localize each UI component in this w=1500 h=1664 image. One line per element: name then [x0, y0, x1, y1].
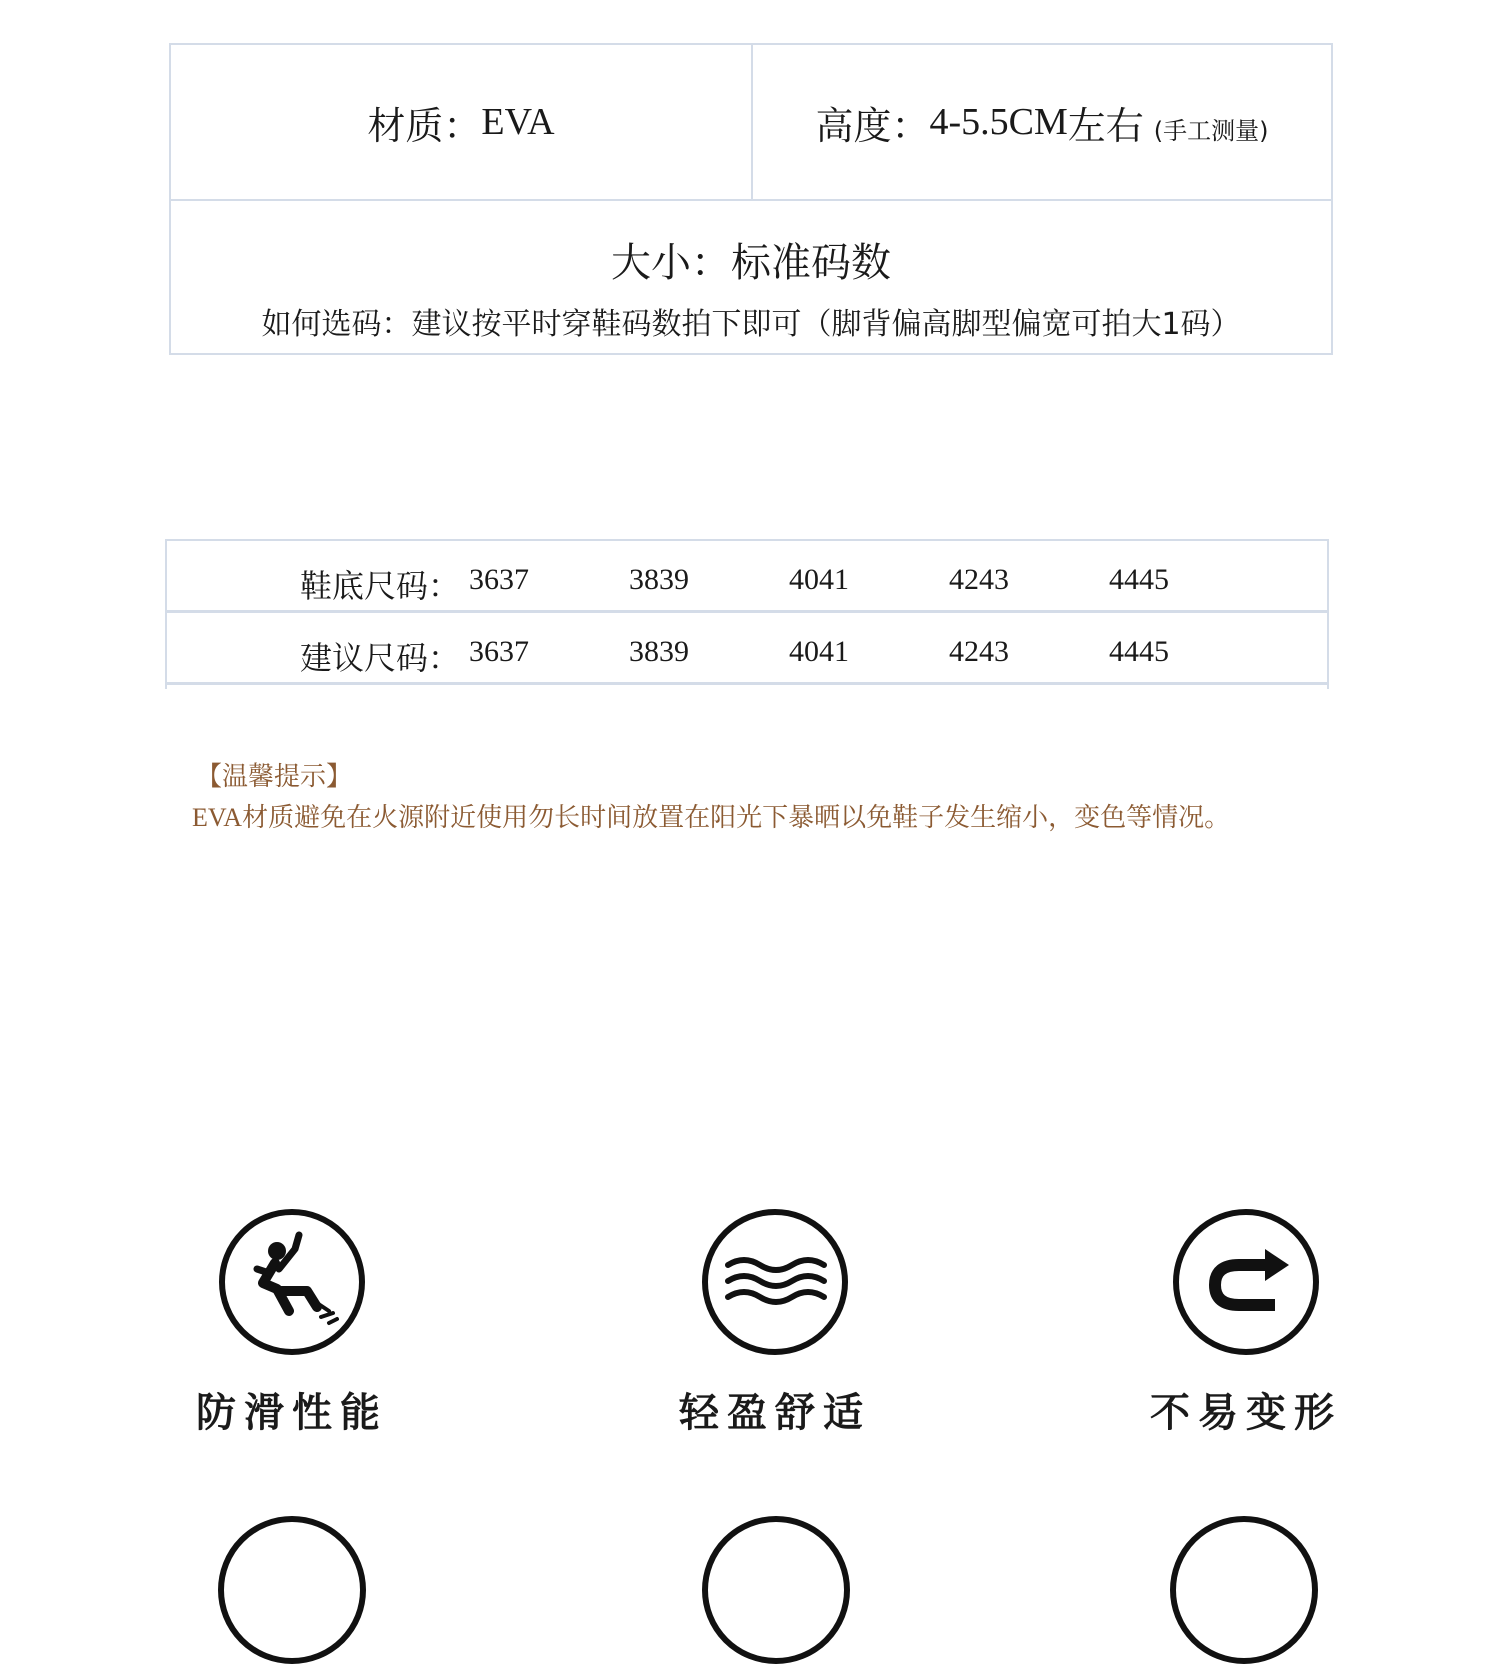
feature-label: 轻盈舒适	[679, 1390, 871, 1436]
sole-size-value: 3637	[469, 563, 529, 596]
material-label: 材质：	[367, 103, 482, 148]
feature-label: 防滑性能	[196, 1390, 388, 1436]
sole-size-value: 4243	[949, 563, 1009, 596]
feature-lightweight	[655, 1207, 895, 1438]
feature-no-deform	[1126, 1207, 1366, 1438]
sole-size-value: 4445	[1109, 563, 1169, 596]
sole-size-value: 4041	[789, 563, 849, 596]
tip-body-text: 材质避免在火源附近使用勿长时间放置在阳光下暴晒以免鞋子发生缩小，变色等情况。	[242, 803, 1231, 833]
height-note: (手工测量)	[1153, 116, 1269, 145]
feature-icon-partial	[218, 1516, 366, 1664]
suggested-size-label: 建议尺码：	[300, 639, 461, 677]
sole-size-label: 鞋底尺码：	[300, 567, 461, 605]
feature-label: 不易变形	[1150, 1390, 1342, 1436]
material-cell	[171, 45, 753, 199]
spec-table	[169, 43, 1333, 355]
size-cell	[171, 201, 1331, 353]
feature-anti-slip	[172, 1207, 412, 1438]
height-cell	[753, 45, 1331, 199]
slip-person-icon	[217, 1207, 367, 1357]
feature-icon-partial	[702, 1516, 850, 1664]
height-suffix: 左右	[1067, 103, 1144, 148]
waves-icon	[700, 1207, 850, 1357]
tip-body-prefix: EVA	[192, 803, 243, 832]
sole-size-value: 3839	[629, 563, 689, 596]
height-label: 高度：	[815, 103, 930, 148]
table-row	[167, 613, 1327, 685]
height-value: 4-5.5CM	[929, 101, 1068, 143]
suggested-size-value: 3839	[629, 635, 689, 668]
table-row	[167, 541, 1327, 613]
size-table	[165, 539, 1329, 689]
tip-title: 【温馨提示】	[196, 762, 353, 792]
return-arrow-icon	[1171, 1207, 1321, 1357]
suggested-size-value: 4445	[1109, 635, 1169, 668]
spec-row-top	[171, 45, 1331, 201]
size-advice: 如何选码：建议按平时穿鞋码数拍下即可（脚背偏高脚型偏宽可拍大1码）	[261, 307, 1241, 342]
material-value: EVA	[481, 101, 555, 143]
feature-icon-partial	[1170, 1516, 1318, 1664]
suggested-size-value: 3637	[469, 635, 529, 668]
size-title: 大小：标准码数	[611, 240, 891, 286]
tip-body	[192, 797, 1230, 834]
suggested-size-value: 4243	[949, 635, 1009, 668]
suggested-size-value: 4041	[789, 635, 849, 668]
